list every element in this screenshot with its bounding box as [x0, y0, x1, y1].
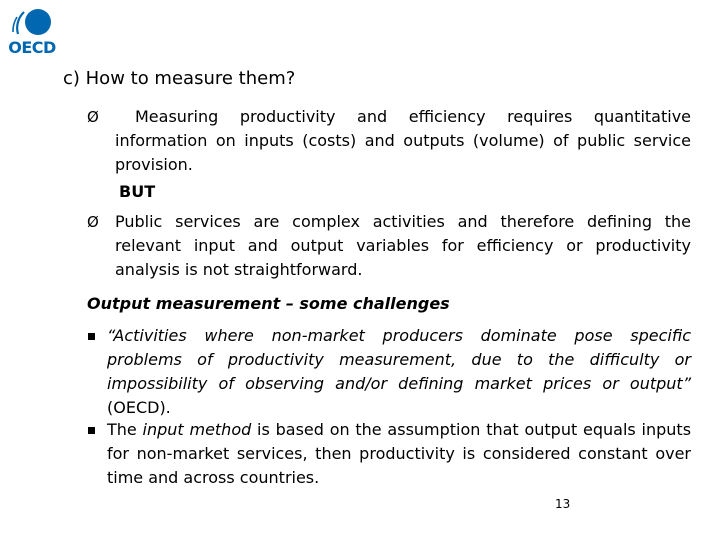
bullet-text-1: Measuring productivity and efficiency requires quantitative information on inputs (costs) and outputs (volume) of public service provision.	[115, 107, 691, 174]
item-rest: is based on the assumption that output equals inputs for non-market services, then productivity is considered constant over time and across countries.	[107, 420, 692, 487]
oecd-logo-text: OECD	[8, 38, 56, 57]
square-bullet-icon	[88, 333, 95, 340]
quote-item	[107, 324, 691, 420]
item-lead: The	[107, 420, 143, 439]
section-subheading: Output measurement – some challenges	[87, 294, 450, 313]
page-number: 13	[555, 497, 571, 511]
input-method-item	[107, 418, 691, 490]
quote-source: (OECD).	[107, 398, 171, 417]
quote-text: “Activities where non-market producers dominate pose specific problems of productivity measurement, due to the difficulty or impossibility of observing and/or defining market prices or output”	[107, 326, 691, 393]
item-emphasis: input method	[142, 420, 252, 439]
arrow-bullet-icon: Ø	[87, 108, 99, 126]
oecd-logo	[8, 8, 56, 56]
but-label: BUT	[119, 182, 156, 201]
slide-title: c) How to measure them?	[63, 68, 296, 89]
square-bullet-icon	[88, 427, 95, 434]
oecd-globe-icon	[8, 8, 56, 38]
bullet-text-2: Public services are complex activities and therefore defining the relevant input and output variables for efficiency or productivity analysis is not straightforward.	[115, 212, 691, 279]
arrow-bullet-icon: Ø	[87, 213, 99, 231]
